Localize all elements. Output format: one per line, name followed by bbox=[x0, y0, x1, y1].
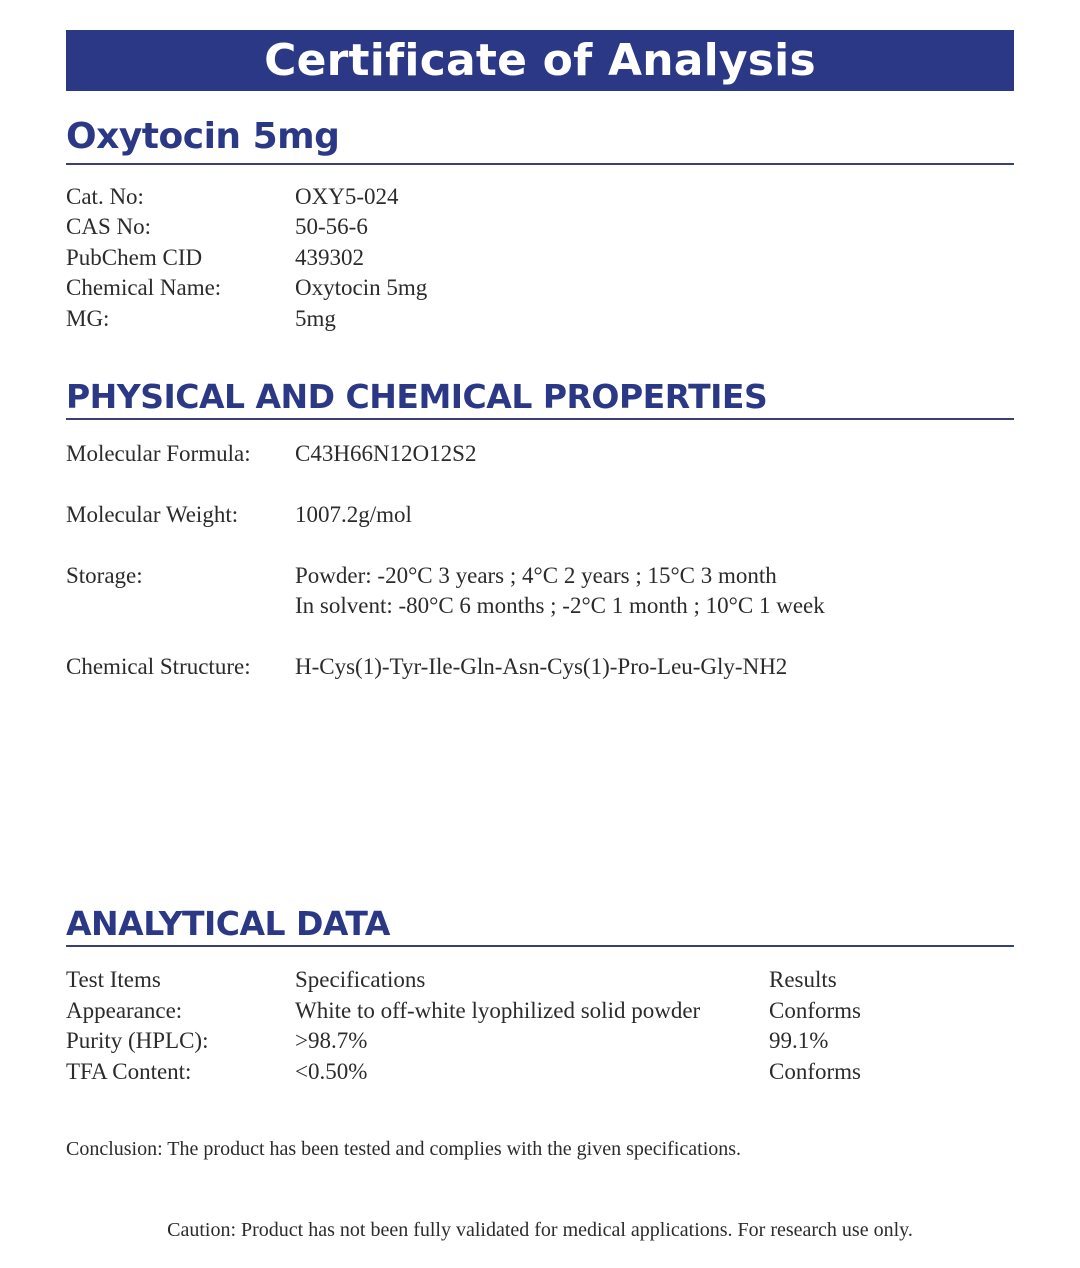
certificate-banner bbox=[66, 30, 1014, 91]
test-item: TFA Content: bbox=[66, 1059, 192, 1084]
storage-powder: Powder: -20°C 3 years ; 4°C 2 years ; 15°C 3 month bbox=[295, 563, 777, 588]
result: 99.1% bbox=[769, 1028, 829, 1053]
product-title: Oxytocin 5mg bbox=[66, 116, 340, 157]
molecular-weight-label: Molecular Weight: bbox=[66, 502, 239, 527]
analytical-divider bbox=[66, 945, 1014, 947]
info-value: 5mg bbox=[295, 306, 336, 331]
molecular-formula-label: Molecular Formula: bbox=[66, 441, 251, 466]
result: Conforms bbox=[769, 1059, 861, 1084]
info-value: OXY5-024 bbox=[295, 184, 399, 209]
storage-solvent: In solvent: -80°C 6 months ; -2°C 1 month ; 10°C 1 week bbox=[295, 593, 825, 618]
caution-text: Caution: Product has not been fully validated for medical applications. For research use only. bbox=[167, 1219, 913, 1241]
properties-divider bbox=[66, 418, 1014, 420]
header-test-items: Test Items bbox=[66, 967, 161, 992]
molecular-formula-value: C43H66N12O12S2 bbox=[295, 441, 477, 466]
molecular-weight-value: 1007.2g/mol bbox=[295, 502, 412, 527]
info-label: Chemical Name: bbox=[66, 275, 222, 300]
info-value: 439302 bbox=[295, 245, 364, 270]
certificate-title: Certificate of Analysis bbox=[264, 35, 816, 86]
product-divider bbox=[66, 163, 1014, 165]
specification: White to off-white lyophilized solid powder bbox=[295, 998, 701, 1023]
properties-heading: PHYSICAL AND CHEMICAL PROPERTIES bbox=[66, 377, 768, 416]
header-specifications: Specifications bbox=[295, 967, 426, 992]
info-label: MG: bbox=[66, 306, 110, 331]
analytical-heading: ANALYTICAL DATA bbox=[66, 904, 390, 943]
info-label: CAS No: bbox=[66, 214, 151, 239]
info-label: PubChem CID bbox=[66, 245, 203, 270]
info-label: Cat. No: bbox=[66, 184, 144, 209]
conclusion-text: Conclusion: The product has been tested and complies with the given specifications. bbox=[66, 1138, 742, 1160]
test-item: Purity (HPLC): bbox=[66, 1028, 209, 1053]
specification: >98.7% bbox=[295, 1028, 368, 1053]
chemical-structure-value: H-Cys(1)-Tyr-Ile-Gln-Asn-Cys(1)-Pro-Leu-Gly-NH2 bbox=[295, 654, 788, 679]
info-value: Oxytocin 5mg bbox=[295, 275, 428, 300]
storage-label: Storage: bbox=[66, 563, 143, 588]
result: Conforms bbox=[769, 998, 861, 1023]
header-results: Results bbox=[769, 967, 837, 992]
specification: <0.50% bbox=[295, 1059, 368, 1084]
test-item: Appearance: bbox=[66, 998, 183, 1023]
chemical-structure-label: Chemical Structure: bbox=[66, 654, 251, 679]
info-value: 50-56-6 bbox=[295, 214, 368, 239]
